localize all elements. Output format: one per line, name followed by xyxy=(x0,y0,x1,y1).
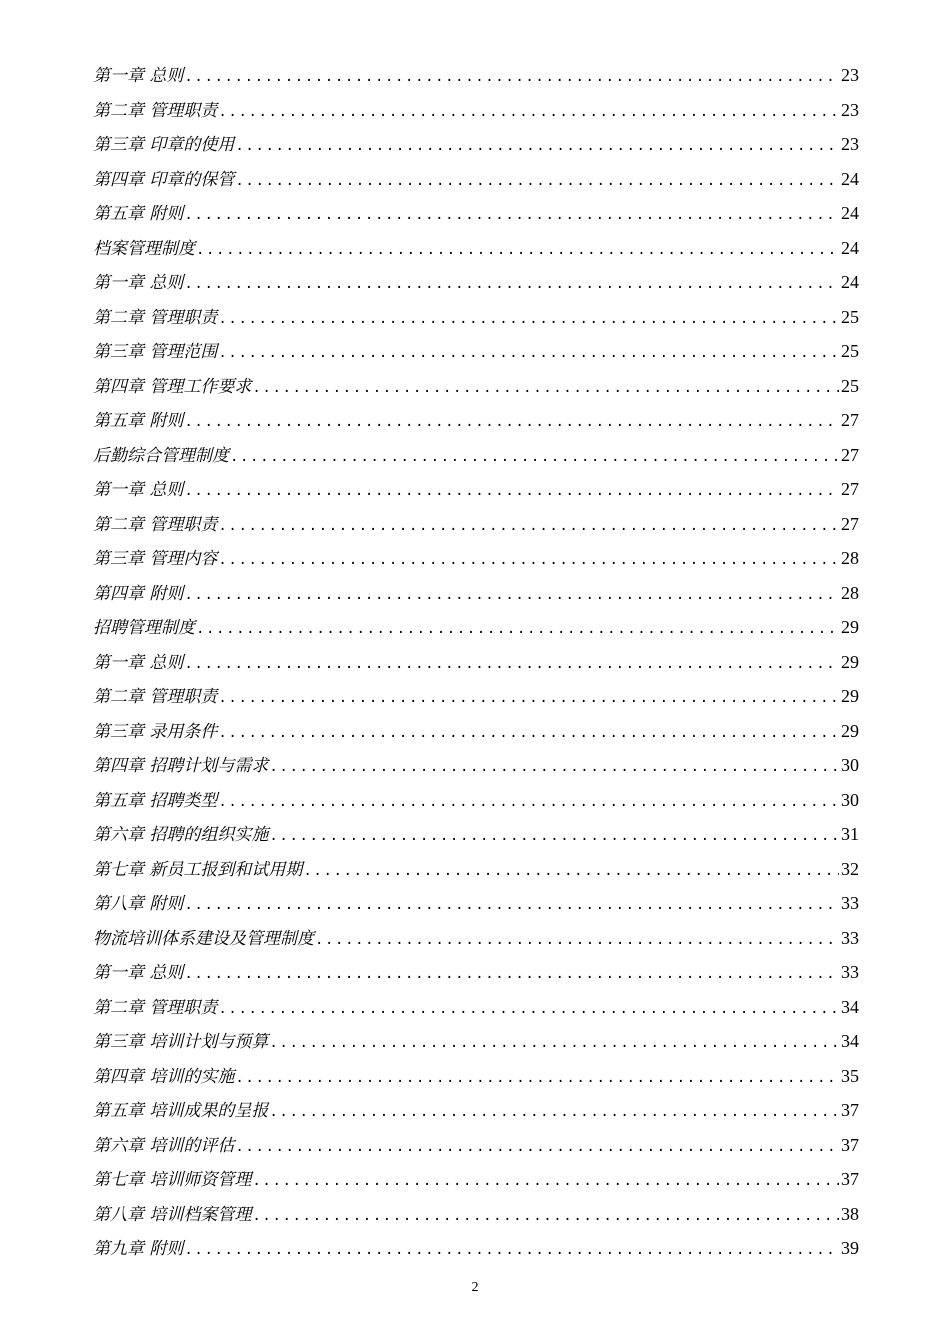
toc-entry-page[interactable]: 28 xyxy=(841,548,859,568)
toc-entry[interactable] xyxy=(93,783,859,818)
toc-entry[interactable] xyxy=(93,748,859,783)
toc-entry-page[interactable]: 33 xyxy=(841,927,859,948)
toc-entry-page[interactable]: 28 xyxy=(841,582,859,603)
toc-entry-title[interactable]: 第九章 附则 xyxy=(93,1239,184,1259)
toc-entry[interactable] xyxy=(93,1024,859,1059)
toc-entry-page[interactable]: 23 xyxy=(841,99,859,120)
toc-entry-page[interactable]: 30 xyxy=(841,755,859,775)
toc-entry-page[interactable]: 24 xyxy=(841,168,859,189)
toc-dot-leader xyxy=(315,923,839,958)
toc-entry-title[interactable]: 后勤综合管理制度 xyxy=(93,445,229,466)
toc-entry-title[interactable]: 第二章 管理职责 xyxy=(93,514,218,535)
toc-dot-leader xyxy=(184,474,839,509)
toc-dot-leader xyxy=(184,647,839,682)
toc-entry-title[interactable]: 第五章 培训成果的呈报 xyxy=(93,1101,269,1121)
toc-entry-title[interactable]: 第四章 培训的实施 xyxy=(93,1066,235,1087)
toc-entry-page[interactable]: 23 xyxy=(841,65,859,85)
toc-entry[interactable] xyxy=(93,1093,859,1128)
toc-dot-leader xyxy=(184,957,839,992)
toc-entry-title[interactable]: 第一章 总则 xyxy=(93,963,184,983)
toc-entry[interactable] xyxy=(93,196,859,231)
toc-dot-leader xyxy=(218,716,839,751)
toc-entry-title[interactable]: 物流培训体系建设及管理制度 xyxy=(93,928,314,949)
toc-entry-page[interactable]: 27 xyxy=(841,513,859,534)
toc-entry-title[interactable]: 招聘管理制度 xyxy=(93,618,195,638)
toc-entry-page[interactable]: 37 xyxy=(841,1134,859,1155)
toc-entry-page[interactable]: 30 xyxy=(841,789,859,810)
table-of-contents xyxy=(93,58,859,1266)
toc-dot-leader xyxy=(235,164,839,199)
toc-entry[interactable] xyxy=(93,369,859,404)
toc-entry-title[interactable]: 第四章 招聘计划与需求 xyxy=(93,756,269,776)
toc-entry-page[interactable]: 23 xyxy=(841,134,859,154)
toc-entry[interactable] xyxy=(93,127,859,162)
toc-entry-page[interactable]: 24 xyxy=(841,272,859,292)
toc-entry[interactable] xyxy=(93,231,859,266)
toc-entry-title[interactable]: 第二章 管理职责 xyxy=(93,307,218,328)
page-number: 2 xyxy=(471,1280,479,1295)
toc-entry-title[interactable]: 第一章 总则 xyxy=(93,66,184,86)
toc-dot-leader xyxy=(218,302,839,337)
toc-dot-leader xyxy=(184,1233,839,1268)
toc-entry-page[interactable]: 34 xyxy=(841,1031,859,1051)
toc-entry-page[interactable]: 33 xyxy=(841,962,859,982)
toc-entry-title[interactable]: 第五章 招聘类型 xyxy=(93,790,218,811)
toc-entry-page[interactable]: 34 xyxy=(841,996,859,1017)
toc-entry-page[interactable]: 24 xyxy=(841,237,859,258)
toc-entry-page[interactable]: 39 xyxy=(841,1238,859,1258)
toc-entry-title[interactable]: 第三章 印章的使用 xyxy=(93,135,235,155)
toc-entry[interactable] xyxy=(93,334,859,369)
toc-dot-leader xyxy=(218,543,839,578)
toc-entry[interactable] xyxy=(93,58,859,93)
toc-dot-leader xyxy=(218,336,839,371)
toc-entry-title[interactable]: 第一章 总则 xyxy=(93,273,184,293)
toc-entry-title[interactable]: 第三章 管理范围 xyxy=(93,342,218,362)
toc-entry[interactable] xyxy=(93,852,859,887)
toc-entry-title[interactable]: 第七章 培训师资管理 xyxy=(93,1170,252,1190)
toc-entry[interactable] xyxy=(93,921,859,956)
toc-entry-title[interactable]: 第六章 培训的评估 xyxy=(93,1135,235,1156)
toc-dot-leader xyxy=(252,371,839,406)
toc-dot-leader xyxy=(235,1130,839,1165)
toc-dot-leader xyxy=(184,405,839,440)
toc-entry-page[interactable]: 38 xyxy=(841,1203,859,1224)
toc-entry-title[interactable]: 第二章 管理职责 xyxy=(93,100,218,121)
toc-entry-title[interactable]: 第二章 管理职责 xyxy=(93,687,218,707)
toc-entry[interactable] xyxy=(93,817,859,852)
toc-dot-leader xyxy=(184,578,839,613)
toc-entry-page[interactable]: 27 xyxy=(841,479,859,499)
toc-entry-title[interactable]: 第七章 新员工报到和试用期 xyxy=(93,859,303,880)
toc-entry-page[interactable]: 33 xyxy=(841,893,859,913)
toc-entry-page[interactable]: 35 xyxy=(841,1065,859,1086)
toc-entry[interactable] xyxy=(93,507,859,542)
toc-entry-title[interactable]: 第三章 培训计划与预算 xyxy=(93,1032,269,1052)
toc-dot-leader xyxy=(218,681,839,716)
toc-dot-leader xyxy=(269,819,839,854)
toc-entry[interactable] xyxy=(93,265,859,300)
toc-entry[interactable] xyxy=(93,93,859,128)
toc-dot-leader xyxy=(218,992,839,1027)
toc-entry[interactable] xyxy=(93,576,859,611)
toc-entry[interactable] xyxy=(93,645,859,680)
toc-entry[interactable] xyxy=(93,714,859,749)
toc-entry-page[interactable]: 27 xyxy=(841,444,859,465)
toc-entry-title[interactable]: 第五章 附则 xyxy=(93,411,184,431)
toc-dot-leader xyxy=(184,60,839,95)
toc-dot-leader xyxy=(269,1026,839,1061)
toc-entry[interactable] xyxy=(93,886,859,921)
toc-entry-page[interactable]: 25 xyxy=(841,306,859,327)
toc-entry-title[interactable]: 第四章 印章的保管 xyxy=(93,169,235,190)
toc-entry-title[interactable]: 第三章 管理内容 xyxy=(93,549,218,569)
toc-dot-leader xyxy=(218,509,839,544)
toc-entry-page[interactable]: 37 xyxy=(841,1169,859,1189)
toc-entry[interactable] xyxy=(93,438,859,473)
toc-entry-title[interactable]: 第一章 总则 xyxy=(93,652,184,673)
toc-entry-title[interactable]: 第八章 附则 xyxy=(93,894,184,914)
toc-entry-title[interactable]: 第四章 附则 xyxy=(93,583,184,604)
toc-entry[interactable] xyxy=(93,472,859,507)
toc-entry-page[interactable]: 31 xyxy=(841,824,859,844)
toc-entry[interactable] xyxy=(93,679,859,714)
toc-dot-leader xyxy=(218,785,839,820)
toc-entry-title[interactable]: 第三章 录用条件 xyxy=(93,721,218,742)
toc-entry-title[interactable]: 第六章 招聘的组织实施 xyxy=(93,825,269,845)
toc-dot-leader xyxy=(303,854,839,889)
toc-entry[interactable] xyxy=(93,162,859,197)
toc-entry[interactable] xyxy=(93,1128,859,1163)
toc-entry-title[interactable]: 第四章 管理工作要求 xyxy=(93,376,252,397)
toc-entry-title[interactable]: 档案管理制度 xyxy=(93,238,195,259)
toc-entry-page[interactable]: 25 xyxy=(841,375,859,396)
toc-entry[interactable] xyxy=(93,1162,859,1197)
toc-dot-leader xyxy=(235,129,839,164)
toc-dot-leader xyxy=(218,95,839,130)
toc-dot-leader xyxy=(184,888,839,923)
toc-dot-leader xyxy=(252,1164,839,1199)
toc-entry-page[interactable]: 37 xyxy=(841,1100,859,1120)
toc-entry-page[interactable]: 29 xyxy=(841,720,859,741)
toc-entry-page[interactable]: 29 xyxy=(841,617,859,637)
toc-dot-leader xyxy=(269,1095,839,1130)
toc-dot-leader xyxy=(235,1061,839,1096)
toc-entry[interactable] xyxy=(93,300,859,335)
toc-entry-title[interactable]: 第二章 管理职责 xyxy=(93,997,218,1018)
toc-entry-title[interactable]: 第五章 附则 xyxy=(93,204,184,224)
toc-entry[interactable] xyxy=(93,541,859,576)
toc-dot-leader xyxy=(196,233,839,268)
toc-entry-page[interactable]: 29 xyxy=(841,651,859,672)
toc-dot-leader xyxy=(269,750,839,785)
toc-entry[interactable] xyxy=(93,990,859,1025)
toc-entry[interactable] xyxy=(93,1231,859,1266)
toc-entry[interactable] xyxy=(93,1059,859,1094)
toc-dot-leader xyxy=(252,1199,839,1234)
toc-entry-page[interactable]: 32 xyxy=(841,858,859,879)
toc-entry[interactable] xyxy=(93,403,859,438)
toc-entry-title[interactable]: 第八章 培训档案管理 xyxy=(93,1204,252,1225)
toc-entry-page[interactable]: 25 xyxy=(841,341,859,361)
toc-entry-page[interactable]: 24 xyxy=(841,203,859,223)
toc-dot-leader xyxy=(184,267,839,302)
toc-entry[interactable] xyxy=(93,610,859,645)
toc-dot-leader xyxy=(230,440,839,475)
toc-entry[interactable] xyxy=(93,1197,859,1232)
toc-entry-page[interactable]: 27 xyxy=(841,410,859,430)
toc-entry-title[interactable]: 第一章 总则 xyxy=(93,480,184,500)
toc-dot-leader xyxy=(184,198,839,233)
toc-dot-leader xyxy=(196,612,839,647)
toc-entry[interactable] xyxy=(93,955,859,990)
toc-entry-page[interactable]: 29 xyxy=(841,686,859,706)
